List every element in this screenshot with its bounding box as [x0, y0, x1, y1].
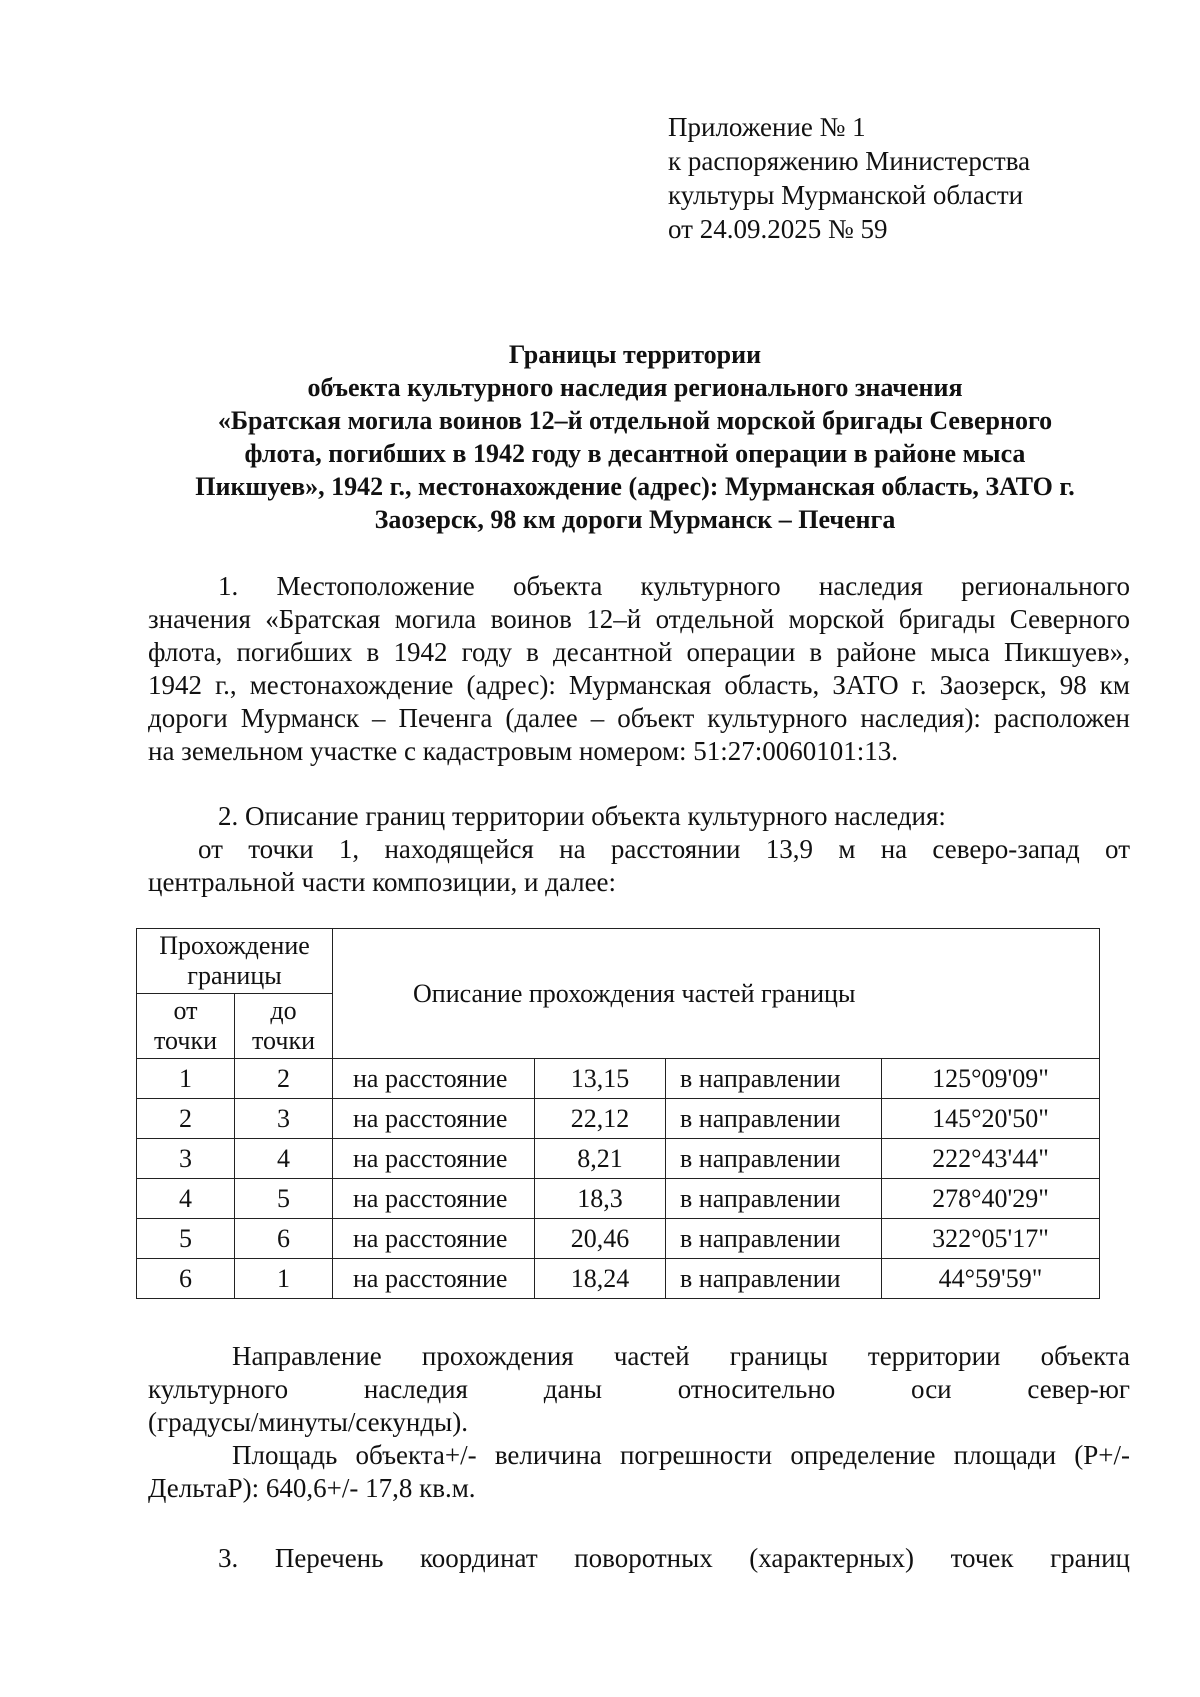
- title-line-4: флота, погибших в 1942 году в десантной операции в районе мыса: [244, 439, 1026, 468]
- section-1-line: 1. Местоположение объекта культурного наследия регионального: [218, 571, 1130, 601]
- header-from-point: от точки: [137, 994, 235, 1059]
- cell-distance-label: на расстояние: [333, 1139, 535, 1179]
- boundary-table: [136, 928, 1100, 1299]
- title-line-1: Границы территории: [508, 340, 762, 369]
- cell-angle: 145°20'50": [882, 1099, 1100, 1139]
- section-1-line: значения «Братская могила воинов 12–й отдельной морской бригады Северного: [148, 604, 1130, 634]
- cell-distance: 18,24: [535, 1259, 666, 1299]
- area-note-line: ДельтаР): 640,6+/- 17,8 кв.м.: [148, 1473, 476, 1503]
- cell-to: 1: [235, 1259, 333, 1299]
- cell-distance-label: на расстояние: [333, 1099, 535, 1139]
- table-row: [137, 1179, 1100, 1219]
- cell-distance: 22,12: [535, 1099, 666, 1139]
- cell-distance: 20,46: [535, 1219, 666, 1259]
- title-line-6: Заозерск, 98 км дороги Мурманск – Печенга: [374, 505, 896, 534]
- cell-angle: 222°43'44": [882, 1139, 1100, 1179]
- cell-direction-label: в направлении: [666, 1219, 882, 1259]
- appendix-date-number: от 24.09.2025 № 59: [668, 214, 888, 244]
- section-2-heading-text: 2. Описание границ территории объекта культурного наследия:: [218, 801, 946, 831]
- cell-distance: 13,15: [535, 1059, 666, 1099]
- section-1-line: 1942 г., местонахождение (адрес): Мурманская область, ЗАТО г. Заозерск, 98 км: [148, 670, 1130, 700]
- cell-angle: 44°59'59": [882, 1259, 1100, 1299]
- cell-direction-label: в направлении: [666, 1099, 882, 1139]
- cell-from: 6: [137, 1259, 235, 1299]
- cell-angle: 322°05'17": [882, 1219, 1100, 1259]
- section-1-line: на земельном участке с кадастровым номером: 51:27:0060101:13.: [148, 736, 899, 766]
- appendix-ministry: культуры Мурманской области: [668, 180, 1024, 210]
- section-1-line: дороги Мурманск – Печенга (далее – объект культурного наследия): расположен: [148, 703, 1130, 733]
- section-2-line: от точки 1, находящейся на расстоянии 13,9 м на северо-запад от: [198, 834, 1130, 864]
- appendix-header: [668, 110, 1030, 246]
- cell-direction-label: в направлении: [666, 1059, 882, 1099]
- appendix-order-ref: к распоряжению Министерства: [668, 146, 1031, 176]
- cell-from: 2: [137, 1099, 235, 1139]
- cell-to: 3: [235, 1099, 333, 1139]
- cell-to: 4: [235, 1139, 333, 1179]
- section-1-line: флота, погибших в 1942 году в десантной операции в районе мыса Пикшуев»,: [148, 637, 1130, 667]
- cell-distance-label: на расстояние: [333, 1219, 535, 1259]
- cell-direction-label: в направлении: [666, 1179, 882, 1219]
- appendix-number: Приложение № 1: [668, 112, 866, 142]
- document-title: [140, 338, 1130, 536]
- cell-angle: 125°09'09": [882, 1059, 1100, 1099]
- cell-distance-label: на расстояние: [333, 1259, 535, 1299]
- direction-note-line: (градусы/минуты/секунды).: [148, 1407, 468, 1437]
- header-to-point: до точки: [235, 994, 333, 1059]
- title-line-2: объекта культурного наследия регионального значения: [307, 373, 963, 402]
- section-2-heading: [148, 800, 1130, 833]
- section-2-line: центральной части композиции, и далее:: [148, 867, 617, 897]
- area-note: [148, 1439, 1130, 1505]
- direction-note: [148, 1340, 1130, 1439]
- cell-to: 5: [235, 1179, 333, 1219]
- cell-distance-label: на расстояние: [333, 1059, 535, 1099]
- cell-to: 6: [235, 1219, 333, 1259]
- table-row: [137, 1259, 1100, 1299]
- cell-angle: 278°40'29": [882, 1179, 1100, 1219]
- table-row: [137, 1059, 1100, 1099]
- cell-distance: 8,21: [535, 1139, 666, 1179]
- section-3-line: 3. Перечень координат поворотных (характерных) точек границ: [218, 1543, 1130, 1573]
- cell-to: 2: [235, 1059, 333, 1099]
- area-note-line: Площадь объекта+/- величина погрешности определение площади (Р+/-: [232, 1440, 1130, 1470]
- section-2-paragraph: [148, 833, 1130, 899]
- cell-from: 1: [137, 1059, 235, 1099]
- cell-direction-label: в направлении: [666, 1259, 882, 1299]
- cell-from: 5: [137, 1219, 235, 1259]
- cell-direction-label: в направлении: [666, 1139, 882, 1179]
- table-row: [137, 1099, 1100, 1139]
- cell-distance: 18,3: [535, 1179, 666, 1219]
- title-line-3: «Братская могила воинов 12–й отдельной морской бригады Северного: [217, 406, 1053, 435]
- cell-distance-label: на расстояние: [333, 1179, 535, 1219]
- header-passage: Прохождение границы: [137, 929, 333, 994]
- table-row: [137, 1219, 1100, 1259]
- direction-note-line: Направление прохождения частей границы территории объекта: [232, 1341, 1130, 1371]
- title-line-5: Пикшуев», 1942 г., местонахождение (адрес): Мурманская область, ЗАТО г.: [195, 472, 1075, 501]
- cell-from: 4: [137, 1179, 235, 1219]
- section-1-paragraph: [148, 570, 1130, 768]
- header-description: Описание прохождения частей границы: [333, 929, 1100, 1059]
- section-3-paragraph: [148, 1542, 1130, 1575]
- direction-note-line: культурного наследия даны относительно оси север-юг: [148, 1374, 1130, 1404]
- table-row: [137, 1139, 1100, 1179]
- cell-from: 3: [137, 1139, 235, 1179]
- table-header-row: [137, 929, 1100, 994]
